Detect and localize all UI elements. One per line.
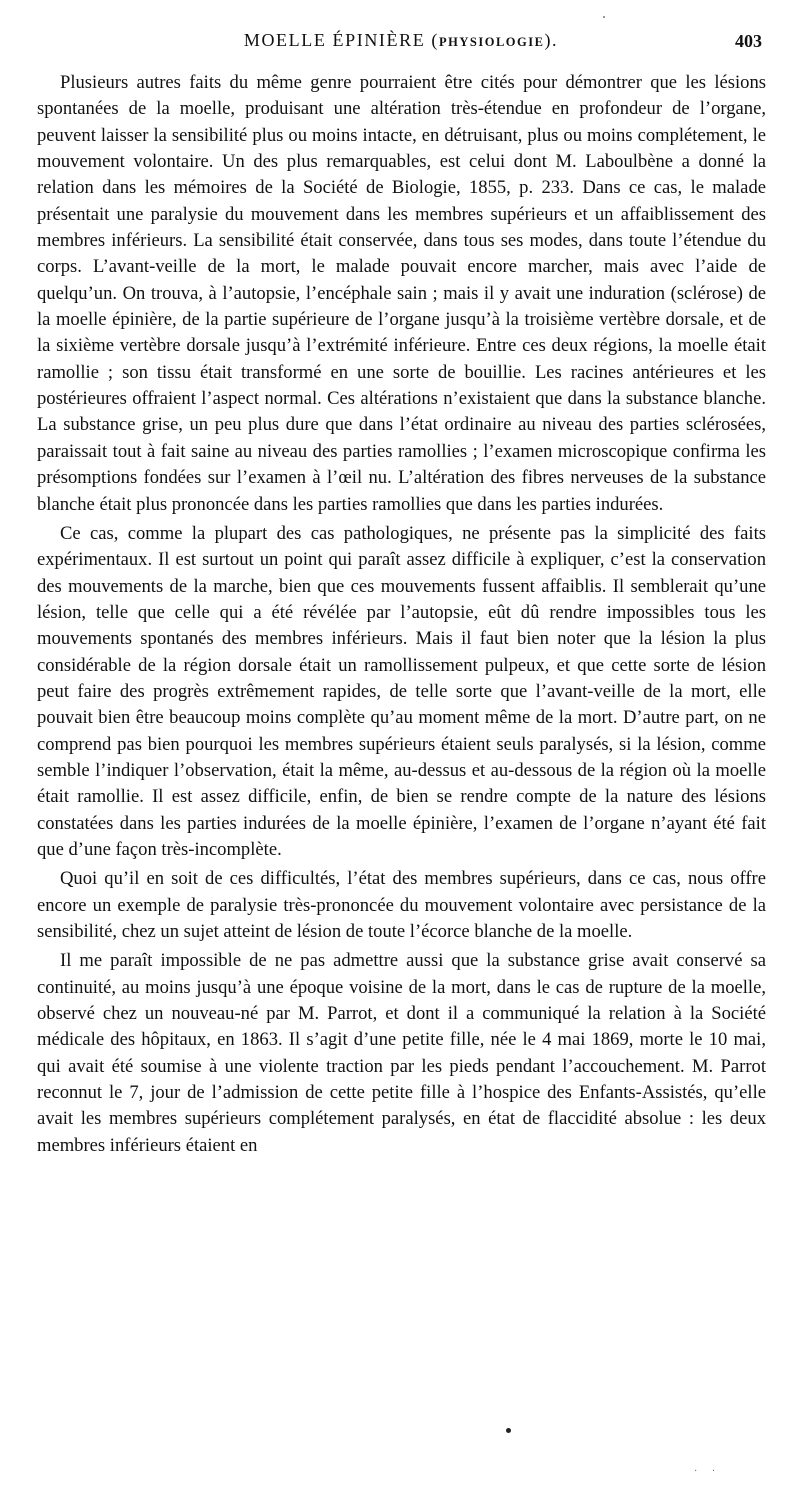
print-specks: · ·	[694, 1466, 722, 1477]
running-title	[40, 30, 762, 51]
running-title-subtitle: PHYSIOLOGIE	[439, 35, 545, 49]
running-title-end: ).	[544, 30, 559, 50]
paragraph-summary: Quoi qu’il en soit de ces difficultés, l’état des membres supérieurs, dans ce cas, nous offre encore un exemple de paralysie très-prononcée du mouvement volontaire avec persistance de la sensibilité, chez un sujet atteint de lésion de toute l’écorce blanche de la moelle.	[37, 868, 766, 942]
paragraph-laboulbene-case: Plusieurs autres faits du même genre pourraient être cités pour démontrer que les lésions spontanées de la moelle, produisant une altération très-étendue en profondeur de l’organe, peuvent laisser la sensibilité plus ou moins intacte, en détruisant, plus ou moins complétement, le mouvement volontaire. Un des plus remarquables, est celui dont M. Laboulbène a donné la relation dans les mémoires de la Société de Biologie, 1855, p. 233. Dans ce cas, le malade présentait une paralysie du mouvement dans les membres supérieurs et un affaiblissement des membres inférieurs. La sensibilité était conservée, dans tous ses modes, dans toute l’étendue du corps. L’avant-veille de la mort, le malade pouvait encore marcher, mais avec l’aide de quelqu’un. On trouva, à l’autopsie, l’encéphale sain ; mais il y avait une induration (sclérose) de la moelle épinière, de la partie supérieure de l’organe jusqu’à la troisième vertèbre dorsale, et de la sixième vertèbre dorsale jusqu’à l’extrémité inférieure. Entre ces deux régions, la moelle était ramollie ; son tissu était transformé en une sorte de bouillie. Les racines antérieures et les postérieures offraient l’aspect normal. Ces altérations n’existaient que dans la substance blanche. La substance grise, un peu plus dure que dans l’état ordinaire au niveau des parties sclérosées, paraissait tout à fait saine au niveau des parties ramollies ; l’examen microscopique confirma les présomptions fondées sur l’examen à l’œil nu. L’altération des fibres nerveuses de la substance blanche était plus prononcée dans les parties ramollies que dans les parties indurées.	[37, 72, 766, 515]
print-mark	[506, 1428, 511, 1433]
running-title-main: MOELLE ÉPINIÈRE (	[243, 30, 440, 50]
print-speck	[603, 16, 605, 18]
page-header	[40, 30, 762, 56]
body-text	[37, 70, 766, 1159]
paragraph-case-discussion: Ce cas, comme la plupart des cas pathologiques, ne présente pas la simplicité des faits expérimentaux. Il est surtout un point qui paraît assez difficile à expliquer, c’est la conservation des mouvements de la marche, bien que ces mouvements fussent affaiblis. Il semblerait qu’une lésion, telle que celle qui a été révélée par l’autopsie, eût dû rendre impossibles tous les mouvements spontanés des membres inférieurs. Mais il faut bien noter que la lésion la plus considérable de la région dorsale était un ramollissement pulpeux, et que cette sorte de lésion peut faire des progrès extrêmement rapides, de telle sorte que l’avant-veille de la mort, elle pouvait bien être beaucoup moins complète qu’au moment même de la mort. D’autre part, on ne comprend pas bien pourquoi les membres supérieurs étaient seuls paralysés, si la lésion, comme semble l’indiquer l’observation, était la même, au-dessus et au-dessous de la région où la moelle était ramollie. Il est assez difficile, enfin, de bien se rendre compte de la nature des lésions constatées dans les parties indurées de la moelle épinière, l’examen de l’organe n’ayant été fait que d’une façon très-incomplète.	[37, 522, 766, 860]
page-number: 403	[735, 31, 762, 51]
paragraph-parrot-case: Il me paraît impossible de ne pas admettre aussi que la substance grise avait conservé sa continuité, au moins jusqu’à une époque voisine de la mort, dans le cas de rupture de la moelle, observé chez un nouveau-né par M. Parrot, et dont il a communiqué la relation à la Société médicale des hôpitaux, en 1863. Il s’agit d’une petite fille, née le 4 mai 1869, morte le 10 mai, qui avait été soumise à une violente traction par les pieds pendant l’accouchement. M. Parrot reconnut le 7, jour de l’admission de cette petite fille à l’hospice des Enfants-Assistés, qu’elle avait les membres supérieurs complétement paralysés, en état de flaccidité absolue : les deux membres inférieurs étaient en	[37, 950, 766, 1156]
